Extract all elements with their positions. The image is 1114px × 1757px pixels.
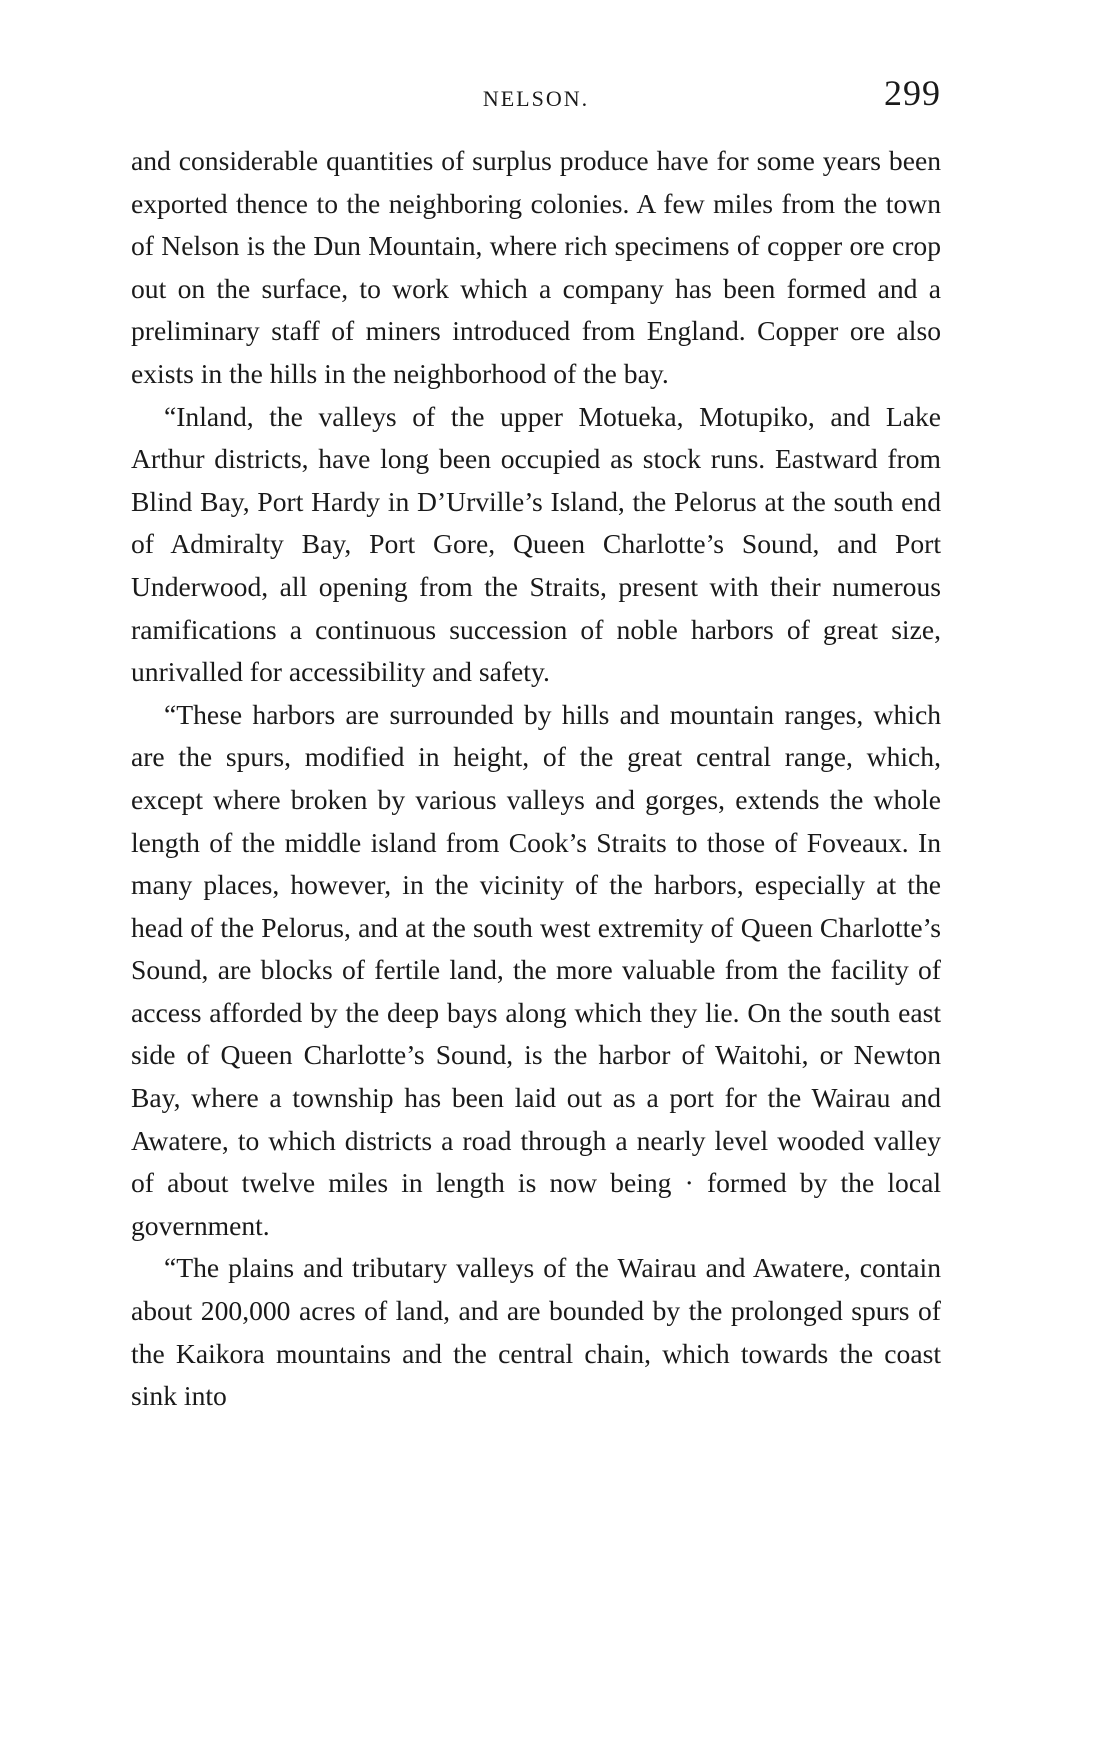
- chapter-title: NELSON.: [482, 86, 590, 111]
- paragraph-continued: and considerable quantities of surplus produce have for some years been exported thence to the neighboring colonies. A few miles from the town of Nelson is the Dun Mountain, where rich specimens of copper ore crop out on the surface, to work which a company has been formed and a preliminary staff of miners introduced from England. Copper ore also exists in the hills in the neighborhood of the bay.: [131, 145, 941, 389]
- paragraph-inland: “Inland, the valleys of the upper Motueka, Motupiko, and Lake Arthur districts, have long been occupied as stock runs. Eastward from Blind Bay, Port Hardy in D’Urville’s Island, the Pelorus at the south end of Admiralty Bay, Port Gore, Queen Charlotte’s Sound, and Port Underwood, all opening from the Straits, present with their numerous ramifications a continuous succession of noble harbors of great size, unrivalled for accessibility and safety.: [131, 400, 941, 688]
- page-number: 299: [884, 73, 941, 113]
- paragraph-harbors: “These harbors are surrounded by hills and mountain ranges, which are the spurs, modified in height, of the great central range, which, except where broken by various valleys and gorges, extends the whole length of the middle island from Cook’s Straits to those of Foveaux. In many places, however, in the vicinity of the harbors, especially at the head of the Pelorus, and at the south west extremity of Queen Charlotte’s Sound, are blocks of fertile land, the more valuable from the facility of access afforded by the deep bays along which they lie. On the south east side of Queen Charlotte’s Sound, is the harbor of Waitohi, or Newton Bay, where a township has been laid out as a port for the Wairau and Awatere, to which districts a road through a nearly level wooded valley of about twelve miles in length is now being · formed by the local government.: [131, 698, 941, 1241]
- running-head: [131, 70, 941, 120]
- paragraph-plains: “The plains and tributary valleys of the Wairau and Awatere, contain about 200,000 acres of land, and are bounded by the prolonged spurs of the Kaikora mountains and the central chain, which towards the coast sink into: [131, 1252, 941, 1412]
- body-text: [131, 140, 941, 1418]
